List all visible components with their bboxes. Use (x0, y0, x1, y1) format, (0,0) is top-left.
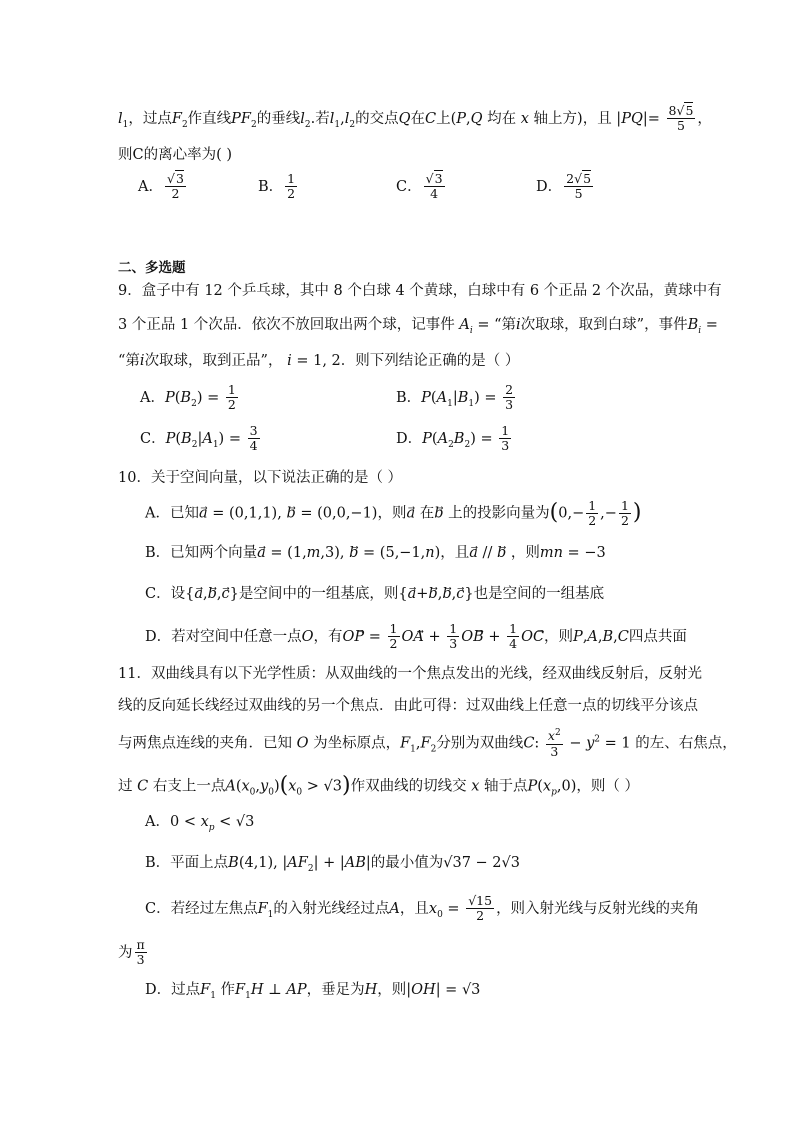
q10-stem: 10．关于空间向量，以下说法正确的是（ ） (118, 470, 403, 486)
q8-option-d: D． $\frac{2√5}{5}$ (536, 171, 592, 202)
q10-option-a: A．已知a⃗ = (0,1,1), b⃗ = (0,0,−1)，则a⃗ 在b⃗ 上的投影向量为(0,− $\frac{1}{2}$ ,− $\frac{1}{2}$ ) (145, 497, 642, 528)
q10-option-c: C．设{a⃗,b⃗,c⃗}是空间中的一组基底，则{a⃗+b⃗,b⃗,c⃗}也是空间的一组基底 (145, 586, 605, 602)
q10-option-d: D．若对空间中任意一点O，有OP⃗ = $\frac{1}{2}$ OA⃗ + $\frac{1}{3}$ OB⃗ + $\frac{1}{4}$ OC，则P,A,B,C四点共面 (145, 621, 687, 652)
q8-line1: $l_1$，过点$F_2$作直线$PF_2$的垂线$l_2$.若$l_1,l_2$的交点Q在C上(P,Q 均在 x 轴上方)，且 |PQ|= $\frac{8√5}{5}$ ， (118, 103, 712, 134)
q9-line3: “第i次取球，取到正品”， i = 1, 2．则下列结论正确的是（ ） (118, 353, 520, 369)
q9-option-b: B．$P(A_1|B_1)$ = $\frac{2}{3}$ (396, 382, 514, 413)
q11-line1: 11．双曲线具有以下光学性质：从双曲线的一个焦点发出的光线，经双曲线反射后，反射光 (118, 666, 702, 682)
q11-line3: 与两焦点连线的夹角．已知 O 为坐标原点，$F_1,F_2$分别为双曲线C: $\frac{x^2}{3}$ − $y^2 = 1$ 的左、右焦点， (118, 728, 737, 759)
q9-option-c: C．$P(B_2|A_1)$ = $\frac{3}{4}$ (140, 423, 258, 454)
q9-option-a: A．$P(B_2)$ = $\frac{1}{2}$ (140, 382, 236, 413)
q9-line1: 9．盒子中有 12 个乒乓球，其中 8 个白球 4 个黄球，白球中有 6 个正品 2 个次品，黄球中有 (118, 283, 722, 299)
q11-line2: 线的反向延长线经过双曲线的另一个焦点．由此可得：过双曲线上任意一点的切线平分该点 (118, 698, 698, 714)
q8-option-c: C． $\frac{√3}{4}$ (396, 171, 443, 202)
q11-option-d: D．过点$F_1$ 作$F_1H$ ⊥ AP，垂足为H，则|OH| = √3 (145, 982, 481, 1001)
section-title: 二、多选题 (118, 260, 186, 276)
q9-option-d: D．$P(A_2B_2)$ = $\frac{1}{3}$ (396, 423, 510, 454)
q11-option-c: C．若经过左焦点$F_1$的入射光线经过点A，且$x_0$ = $\frac{√15}{2}$ ，则入射光线与反射光线的夹角 (145, 893, 700, 924)
q8-option-a: A． $\frac{√3}{2}$ (138, 171, 184, 202)
q8-line2: 则C的离心率为( ) (118, 147, 233, 163)
q10-option-b: B．已知两个向量a⃗ = (1,m,3), b⃗ = (5,−1,n)，且a⃗ // b⃗ ，则mn = −3 (145, 545, 606, 561)
q9-line2: 3 个正品 1 个次品．依次不放回取出两个球，记事件 $A_i$ = “第i次取球，取到白球”，事件$B_i$ = (118, 317, 718, 336)
q11-option-b: B．平面上点B(4,1), $|AF_2| + |AB|$的最小值为√37 − 2√3 (145, 855, 520, 874)
q11-line4: 过 C 右支上一点$A(x_0,y_0)(x_0 > √3)$作双曲线的切线交 x 轴于点$P(x_p,0)$，则（ ） (118, 773, 639, 798)
q11-option-a: A．$0 < x_p < √3$ (145, 814, 255, 833)
q11-option-c-line2: 为 $\frac{\pi}{3}$ (118, 937, 145, 968)
q8-option-b: B． $\frac{1}{2}$ (258, 171, 296, 202)
